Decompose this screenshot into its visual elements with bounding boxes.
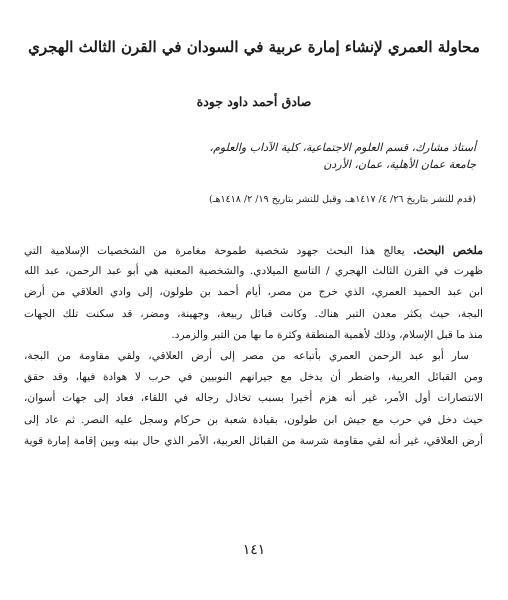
abstract-label: ملخص البحث. [412, 244, 483, 257]
abstract-line: البجة، حيث يكثر معدن التبر هناك. وكانت قبائل ربيعة، وجهينة، ومضر، قد سكنت تلك الجهات [24, 307, 483, 320]
paper-title: محاولة العمري لإنشاء إمارة عربية في السودان في القرن الثالث الهجري [28, 38, 480, 56]
abstract-line: ابن عبد الحميد العمري، الذي خرج من مصر، أيام أحمد بن طولون، إلى وادي العلاقي من أرض [24, 286, 483, 299]
abstract-line: ظهرت في القرن الثالث الهجري / التاسع الميلادي. والشخصية المعنية هي أبو عبد الرحمن، عبد الله [24, 265, 483, 278]
page-number: ١٤١ [242, 542, 266, 558]
abstract-line [24, 240, 483, 261]
abstract-line: أرض العلاقي، غير أنه لقي مقاومة شرسة من القبائل العربية، الأمر الذي حال بينه وبين إقامة إمارة قوية [24, 434, 483, 447]
abstract-line: سار أبو عبد الرحمن العمري بأتباعه من مصر إلى أرض العلاقي، ولقي مقاومة من البجة، [24, 349, 469, 362]
author-name: صادق أحمد داود جودة [196, 94, 312, 109]
affiliation-line-1: أستاذ مشارك، قسم العلوم الاجتماعية، كلية الآداب والعلوم، [209, 141, 476, 154]
abstract-line: منذ ما قبل الإسلام، وذلك لأهمية المنطقة وكثرة ما بها من التبر والزمرد. [171, 328, 483, 341]
abstract-line: حيث دخل في حرب مع جيش ابن طولون، بقيادة شعبة بن حركام وسجل عليه النصر. ثم عاد إلى [24, 413, 483, 426]
abstract-line: ومن القبائل العربية، واضطر أن يدخل مع جيرانهم النوبيين في حرب لا هوادة فيها، وقد حقق [24, 371, 483, 384]
affiliation-line-2: جامعة عمان الأهلية، عمان، الأردن [323, 158, 476, 171]
submission-dates: (قدم للنشر بتاريخ ٢٦/ ٤/ ١٤١٧هـ، وقبل للنشر بتاريخ ١٩/ ٢/ ١٤١٨هـ) [208, 194, 476, 205]
author-affiliation [36, 139, 476, 173]
abstract-line-text: يعالج هذا البحث جهود شخصية طموحة مغامرة من الشخصيات الإسلامية التي [24, 245, 405, 257]
abstract-line: الانتصارات أول الأمر، غير أنه هزم أخيرا بسبب تخاذل رجاله في اللقاء، فعاد إلى جهات أسوان، [24, 392, 483, 405]
abstract-body [24, 240, 483, 452]
